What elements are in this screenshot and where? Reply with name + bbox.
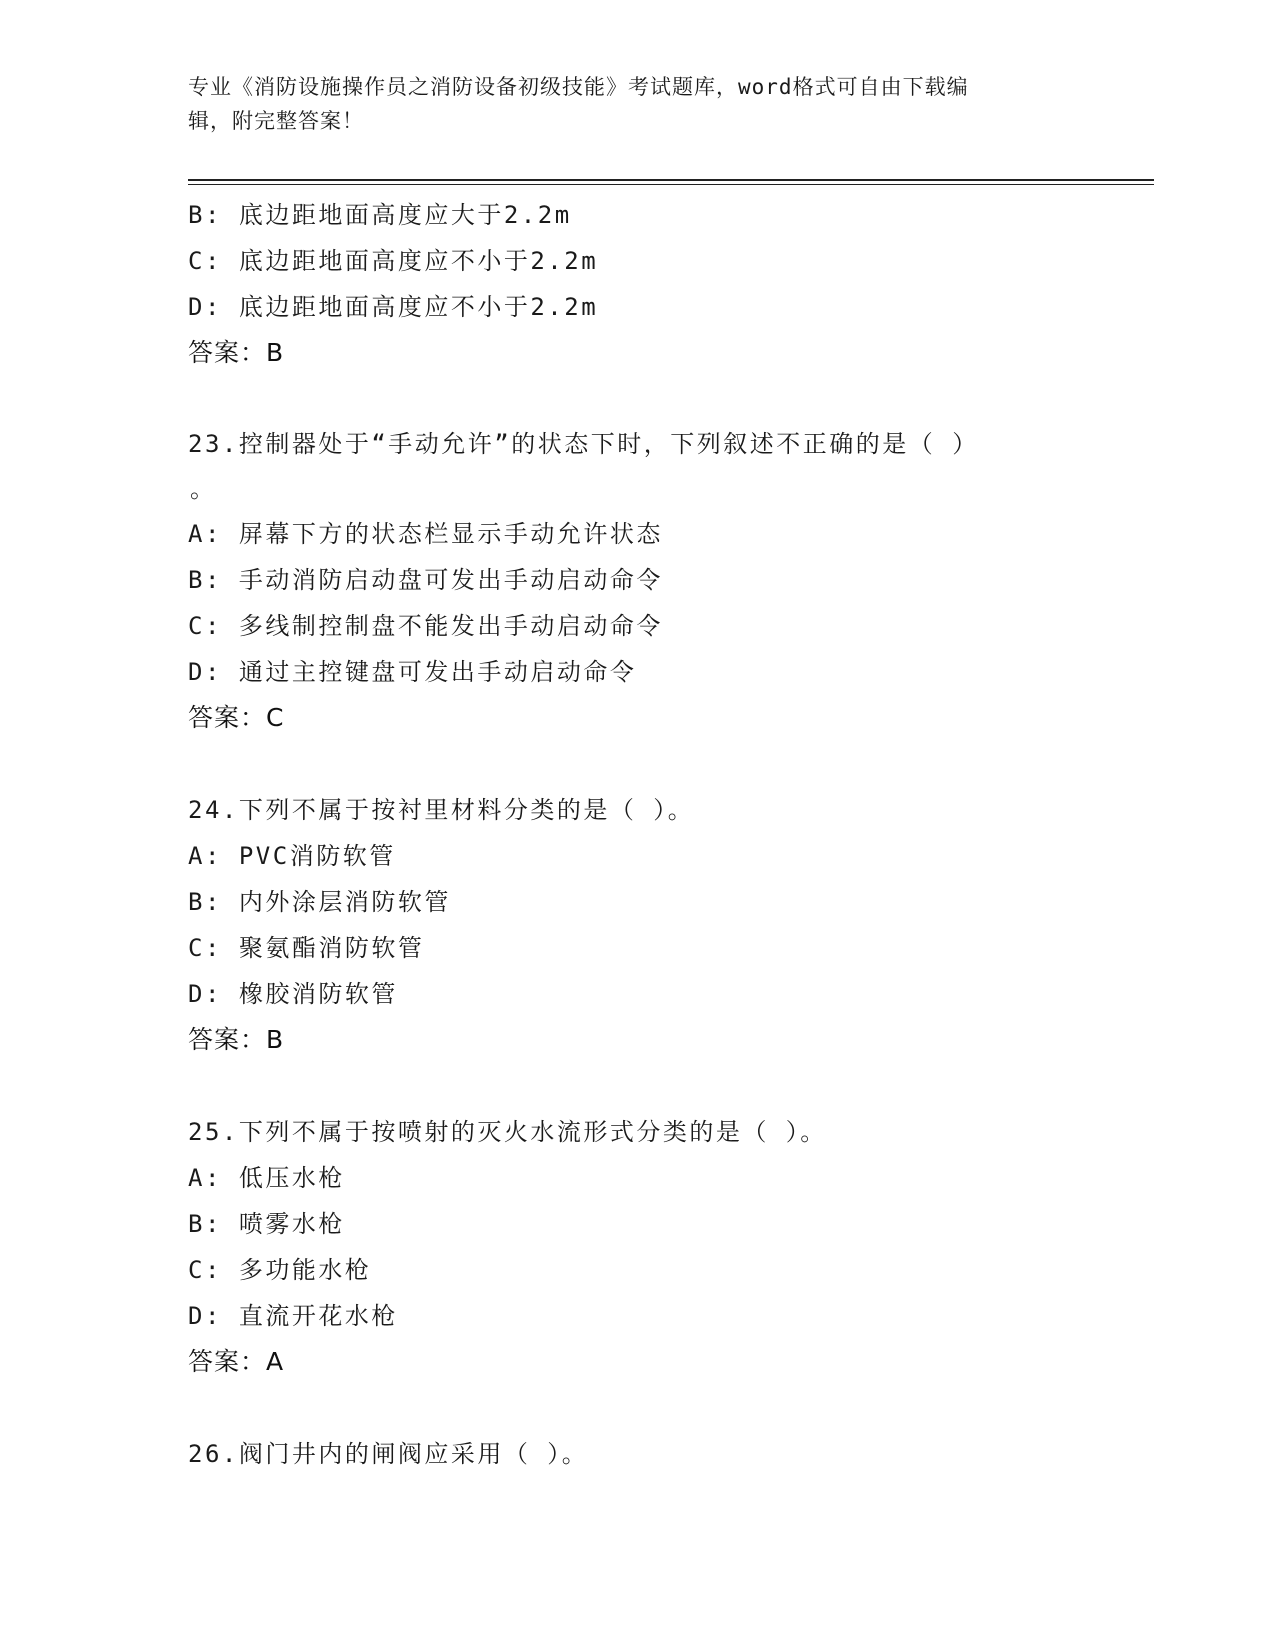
header-divider-thin: [188, 184, 1154, 185]
spacer: [188, 741, 1088, 787]
question-stem: 23.控制器处于“手动允许”的状态下时，下列叙述不正确的是（ ）: [188, 430, 979, 458]
spacer: [188, 376, 1088, 421]
answer-label: 答案：B: [188, 338, 285, 367]
question-stem: 25.下列不属于按喷射的灭火水流形式分类的是（ ）。: [188, 1118, 827, 1146]
answer-label: 答案：B: [188, 1025, 285, 1054]
answer-label: 答案：C: [188, 703, 285, 732]
document-header: [188, 70, 1088, 138]
option-a: A: PVC消防软管: [188, 842, 396, 870]
option-b: B: 内外涂层消防软管: [188, 888, 451, 916]
option-b: B: 喷雾水枪: [188, 1210, 345, 1238]
question-block-26: [188, 1431, 1088, 1477]
question-stem-continuation: 。: [190, 475, 217, 503]
question-stem: 26.阀门井内的闸阀应采用（ ）。: [188, 1440, 589, 1468]
option-c: C: 多功能水枪: [188, 1256, 372, 1284]
spacer: [188, 1385, 1088, 1431]
question-block-24: [188, 787, 1088, 1063]
option-b: B: 手动消防启动盘可发出手动启动命令: [188, 566, 663, 594]
answer-label: 答案：A: [188, 1347, 285, 1376]
question-block-25: [188, 1109, 1088, 1385]
header-line-2: 辑，附完整答案！: [188, 109, 364, 133]
header-divider-thick: [188, 179, 1154, 181]
option-d: D: 直流开花水枪: [188, 1302, 398, 1330]
option-a: A: 屏幕下方的状态栏显示手动允许状态: [188, 520, 663, 548]
question-stem: 24.下列不属于按衬里材料分类的是（ ）。: [188, 796, 695, 824]
option-b: B: 底边距地面高度应大于2.2m: [188, 201, 572, 229]
question-block-23: [188, 421, 1088, 741]
question-list: [188, 192, 1088, 1477]
option-c: C: 多线制控制盘不能发出手动启动命令: [188, 612, 663, 640]
header-line-1: 专业《消防设施操作员之消防设备初级技能》考试题库，word格式可自由下载编: [188, 75, 969, 99]
question-block-prev: [188, 192, 1088, 376]
spacer: [188, 1063, 1088, 1109]
option-c: C: 底边距地面高度应不小于2.2m: [188, 247, 599, 275]
option-d: D: 通过主控键盘可发出手动启动命令: [188, 658, 637, 686]
option-d: D: 底边距地面高度应不小于2.2m: [188, 293, 599, 321]
option-a: A: 低压水枪: [188, 1164, 345, 1192]
option-d: D: 橡胶消防软管: [188, 980, 398, 1008]
option-c: C: 聚氨酯消防软管: [188, 934, 425, 962]
